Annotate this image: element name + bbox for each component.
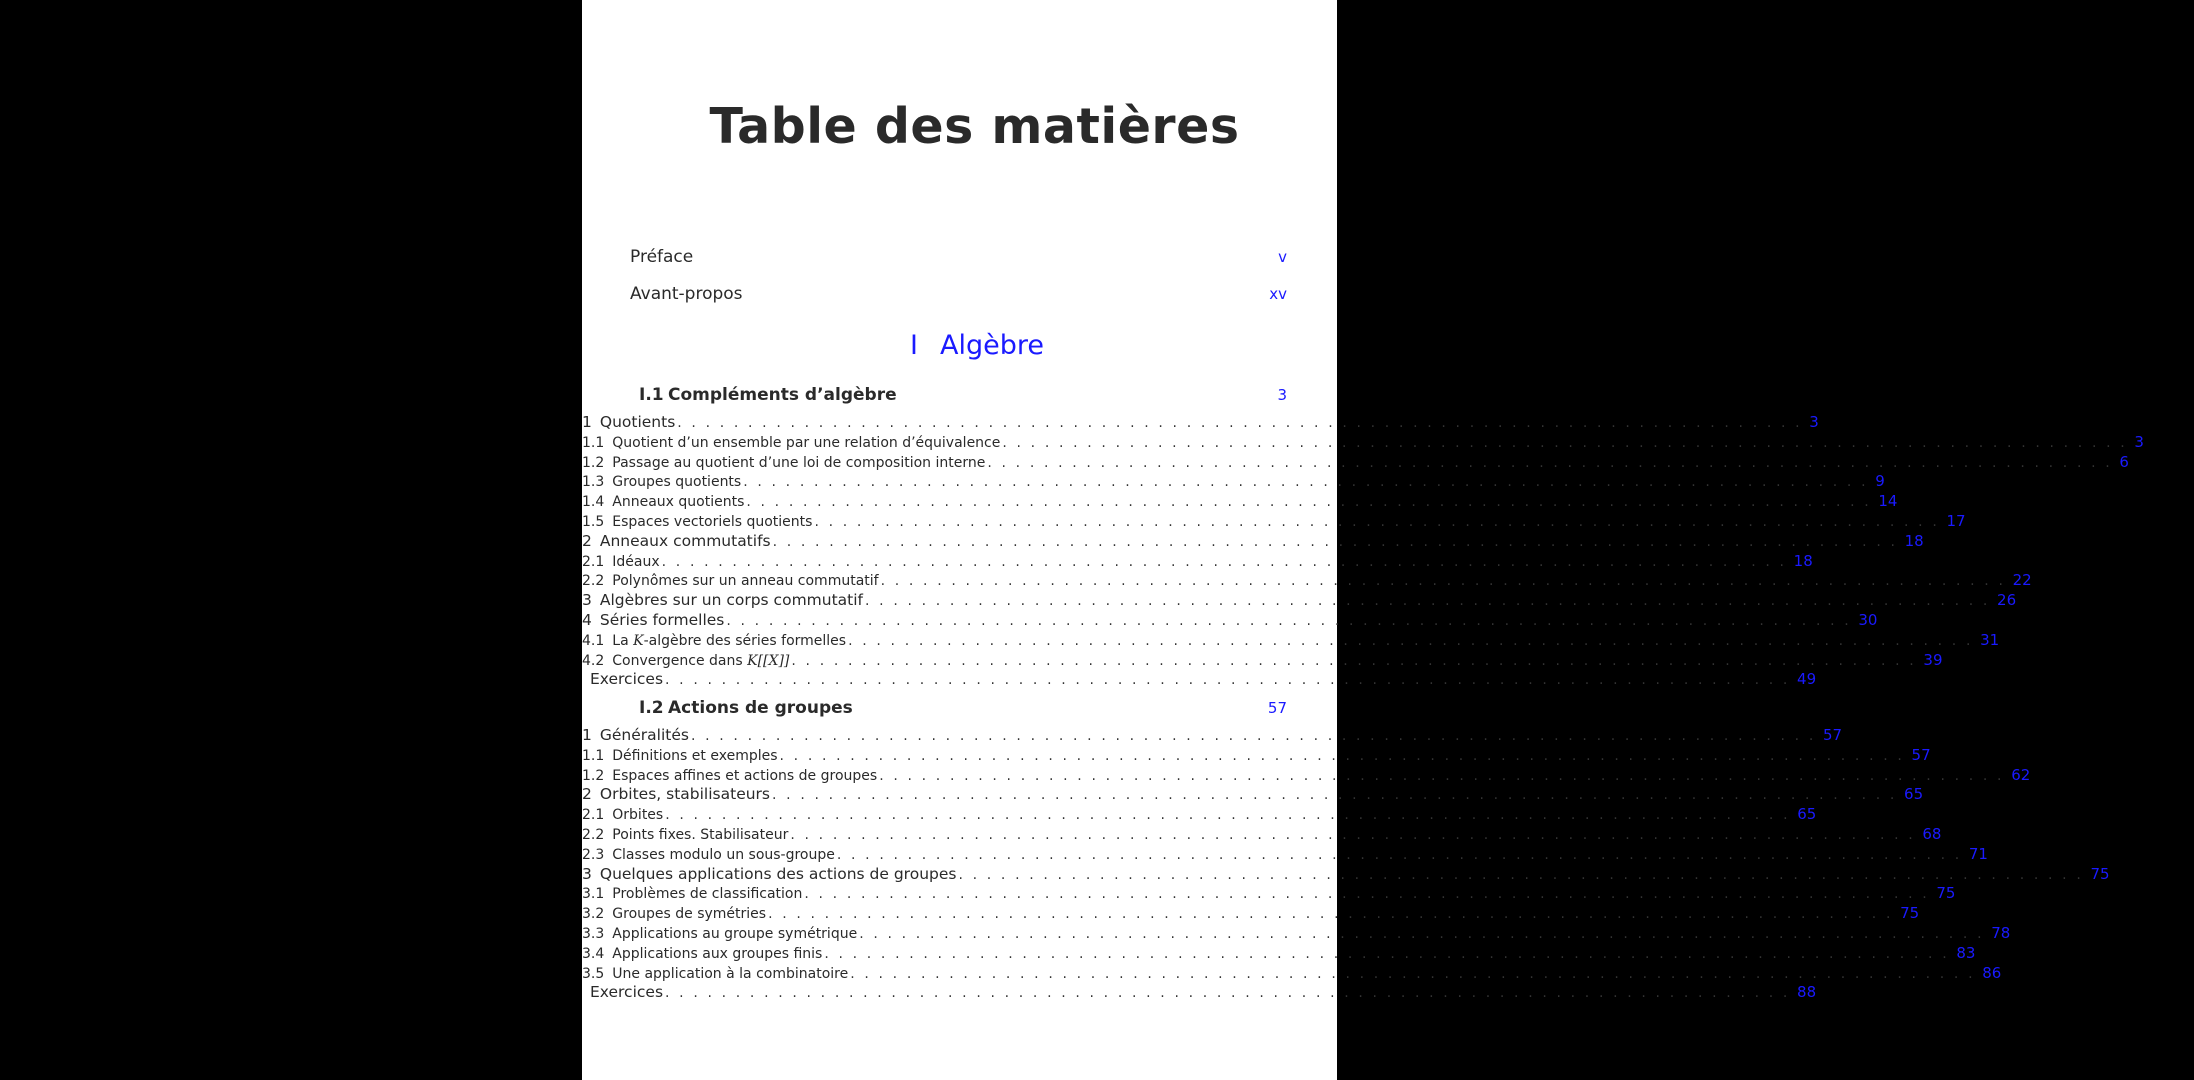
toc-page-link[interactable]: 18 [1904,531,1924,550]
toc-entry-number: 1.4 [582,494,605,511]
toc-entry-number: 2 [582,785,592,804]
toc-entry-label: Applications au groupe symétrique [612,926,858,942]
toc-entry-label: Idéaux [612,553,660,570]
toc-entry[interactable] [582,943,1976,964]
toc-entry-number: 1 [582,413,592,431]
dot-leader: ................................................................................ [987,454,2120,471]
math-expression: K[[X]] [742,652,790,669]
toc-entry-label: Anneaux commutatifs [599,531,771,550]
toc-entry[interactable] [582,825,1942,845]
dot-leader: ................................................................................ [772,533,1905,550]
dot-leader: ................................................................................ [880,573,2013,590]
toc-page-link[interactable]: 62 [2011,765,2031,784]
toc-entry[interactable] [582,785,1924,805]
dot-leader: ................................................................................ [814,514,1947,530]
dot-leader: ................................................................................ [865,593,1998,610]
toc-entry-number: 2 [582,531,592,550]
toc-page-link[interactable]: 57 [1911,745,1931,764]
toc-entry[interactable] [582,844,1988,865]
dot-leader: ................................................................................ [677,415,1810,431]
toc-entry-number: 3.2 [582,906,605,923]
toc-entry-label: Passage au quotient d’une loi de composition interne [612,454,986,471]
toc-page-link[interactable]: xv [1269,285,1287,303]
toc-entry[interactable] [582,630,2000,651]
chapter-title: Actions de groupes [668,698,853,718]
dot-leader: ................................................................................ [836,846,1969,863]
toc-page-link[interactable]: 88 [1797,983,1817,1002]
toc-entry[interactable] [582,963,2002,984]
toc-entry-number: 2.3 [582,846,605,863]
toc-page-link[interactable]: 83 [1956,943,1976,962]
dot-leader: ................................................................................ [779,747,1912,764]
toc-entry-label: Algèbres sur un corps commutatif [599,591,864,610]
toc-entry[interactable] [582,884,1956,904]
toc-entry-label: Quelques applications des actions de groupes [599,864,957,883]
toc-entry-number: 4.1 [582,632,605,649]
toc-page-link[interactable]: 65 [1904,785,1924,804]
toc-entry[interactable] [582,551,1813,572]
dot-leader: ................................................................................ [665,807,1798,824]
toc-entry-number: 4 [582,611,592,629]
toc-entry-number: 3 [582,864,592,883]
toc-entry[interactable] [582,805,1817,825]
toc-page-link[interactable]: 3 [1809,413,1819,431]
toc-entry-number: 3.4 [582,945,605,962]
dot-leader: ................................................................................ [791,652,1924,669]
dot-leader: ................................................................................ [768,906,1901,923]
toc-page-link[interactable]: 30 [1858,611,1878,629]
toc-entry-label: Avant-propos [630,284,743,304]
toc-entry-number: 3.3 [582,926,605,942]
toc-page-link[interactable]: 86 [1982,963,2002,982]
toc-page-link[interactable]: 9 [1875,472,1885,491]
part-heading[interactable] [582,330,1337,361]
toc-page-link[interactable]: 3 [1277,386,1287,404]
toc-page-link[interactable]: 75 [2090,864,2110,883]
toc-entry[interactable] [582,571,2032,591]
toc-entry[interactable] [582,726,1843,746]
toc-entry-avant-propos[interactable] [630,284,1287,304]
dot-leader: ................................................................................ [824,945,1957,962]
toc-page-link[interactable]: 49 [1797,670,1817,689]
toc-entry-label: Anneaux quotients [612,494,745,511]
toc-page-link[interactable]: 31 [1980,630,2000,649]
chapter-number: I.1 [639,385,664,405]
toc-entry-label: Séries formelles [599,611,725,629]
toc-entry[interactable] [582,670,1817,690]
toc-page-link[interactable]: 71 [1968,844,1988,863]
toc-page-link[interactable]: 3 [2134,432,2144,451]
dot-leader: ................................................................................ [879,767,2012,784]
toc-page-link[interactable]: 18 [1793,551,1813,570]
toc-entry[interactable] [582,904,1920,924]
toc-entry-label: Quotient d’un ensemble par une relation d’équivalence [612,434,1001,451]
toc-entry[interactable] [582,512,1966,532]
toc-page-link[interactable]: 39 [1923,650,1943,669]
toc-page-link[interactable]: 26 [1997,591,2017,610]
toc-entry[interactable] [582,745,1931,766]
dot-leader: ................................................................................ [859,926,1992,942]
toc-entry-label: Groupes de symétries [612,906,767,923]
dot-leader: ................................................................................ [772,787,1905,804]
dot-leader: ................................................................................ [746,494,1879,511]
toc-entry[interactable] [582,413,1819,433]
toc-entry-label: Préface [630,247,694,267]
toc-entry-number: 1.5 [582,514,605,530]
toc-entry-label: Généralités [599,726,689,744]
toc-page-link[interactable]: 14 [1878,492,1898,511]
toc-entry-number: 3 [582,591,592,610]
document-page [582,0,2144,1080]
toc-entry[interactable] [582,924,2011,944]
chapter-heading-1[interactable] [639,385,1287,405]
dot-leader: ................................................................................ [690,728,1823,744]
toc-entry-label: Problèmes de classification [612,886,803,903]
toc-entry[interactable] [582,650,1943,671]
toc-entry-number: 2.1 [582,553,605,570]
chapter-title: Compléments d’algèbre [668,385,897,405]
dot-leader: ................................................................................ [743,474,1876,491]
dot-leader: ................................................................................ [665,985,1798,1002]
dot-leader: ................................................................................ [665,672,1798,689]
chapter-number: I.2 [639,698,664,718]
toc-entry[interactable] [582,472,1885,492]
toc-entry-label: Orbites [612,807,664,824]
toc-entry-label: Exercices [590,983,664,1002]
toc-entry-label: Groupes quotients [612,474,742,491]
toc-page-link[interactable]: 6 [2119,452,2129,471]
dot-leader: ................................................................................ [958,866,2091,883]
toc-entry-number: 1.2 [582,767,605,784]
dot-leader: ................................................................................ [661,553,1794,570]
dot-leader: ................................................................................ [726,613,1859,629]
page-title: Table des matières [709,98,1240,155]
dot-leader: ................................................................................ [848,632,1981,649]
toc-entry[interactable] [582,531,1924,552]
toc-entry-label: Exercices [590,670,664,689]
toc-entry-number: 4.2 [582,652,605,669]
toc-entry-label: Applications aux groupes finis [612,945,823,962]
part-title: Algèbre [939,330,1044,361]
toc-entry-label: Points fixes. Stabilisateur [612,827,789,843]
toc-page-link[interactable]: 57 [1267,699,1287,717]
toc-entry[interactable] [582,591,2017,611]
toc-entry[interactable] [582,492,1898,512]
toc-entry[interactable] [582,983,1817,1003]
toc-entry-label: Convergence dans K[[X]] [612,652,790,669]
toc-entry-number: 1.3 [582,474,605,491]
toc-entry-label: Quotients [599,413,676,431]
toc-entry-label: Définitions et exemples [612,747,778,764]
toc-entry-number: 1 [582,726,592,744]
toc-entry-label: La K-algèbre des séries formelles [612,632,847,649]
toc-page-link[interactable]: 65 [1797,805,1817,824]
dot-leader: ................................................................................ [804,886,1937,903]
toc-entry-preface[interactable] [630,247,1287,267]
toc-entry-label: Une application à la combinatoire [612,965,849,982]
toc-entry-number: 2.2 [582,573,605,590]
toc-page-link[interactable]: 17 [1946,512,1966,530]
part-number: I [910,330,918,361]
toc-page-link[interactable]: 75 [1936,884,1956,903]
toc-page-link[interactable]: v [1278,248,1287,266]
toc-page-link[interactable]: 68 [1922,825,1942,843]
toc-entry-label: Polynômes sur un anneau commutatif [612,573,879,590]
toc-entry-label: Classes modulo un sous-groupe [612,846,835,863]
math-expression: K [628,632,644,649]
toc-entry[interactable] [582,864,2110,885]
toc-entry[interactable] [582,432,2144,453]
toc-page-link[interactable]: 22 [2012,571,2032,590]
toc-entry-label: Espaces vectoriels quotients [612,514,813,530]
toc-entry[interactable] [582,765,2031,786]
toc-entry-number: 2.1 [582,807,605,824]
chapter-heading-2[interactable] [639,698,1287,718]
toc-entry-number: 1.2 [582,454,605,471]
toc-entry-number: 1.1 [582,434,605,451]
toc-entry-number: 1.1 [582,747,605,764]
toc-entry-number: 3.1 [582,886,605,903]
toc-entry[interactable] [582,452,2129,473]
toc-entry-label: Espaces affines et actions de groupes [612,767,878,784]
toc-entry-number: 3.5 [582,965,605,982]
toc-page-link[interactable]: 57 [1822,726,1843,744]
toc-entry[interactable] [582,611,1878,631]
toc-entry-label: Orbites, stabilisateurs [599,785,771,804]
dot-leader: ................................................................................ [850,965,1983,982]
toc-page-link[interactable]: 78 [1991,924,2011,942]
dot-leader: ................................................................................ [1002,434,2135,451]
toc-entry-number: 2.2 [582,827,605,843]
dot-leader: ................................................................................ [790,827,1923,843]
toc-page-link[interactable]: 75 [1900,904,1920,923]
